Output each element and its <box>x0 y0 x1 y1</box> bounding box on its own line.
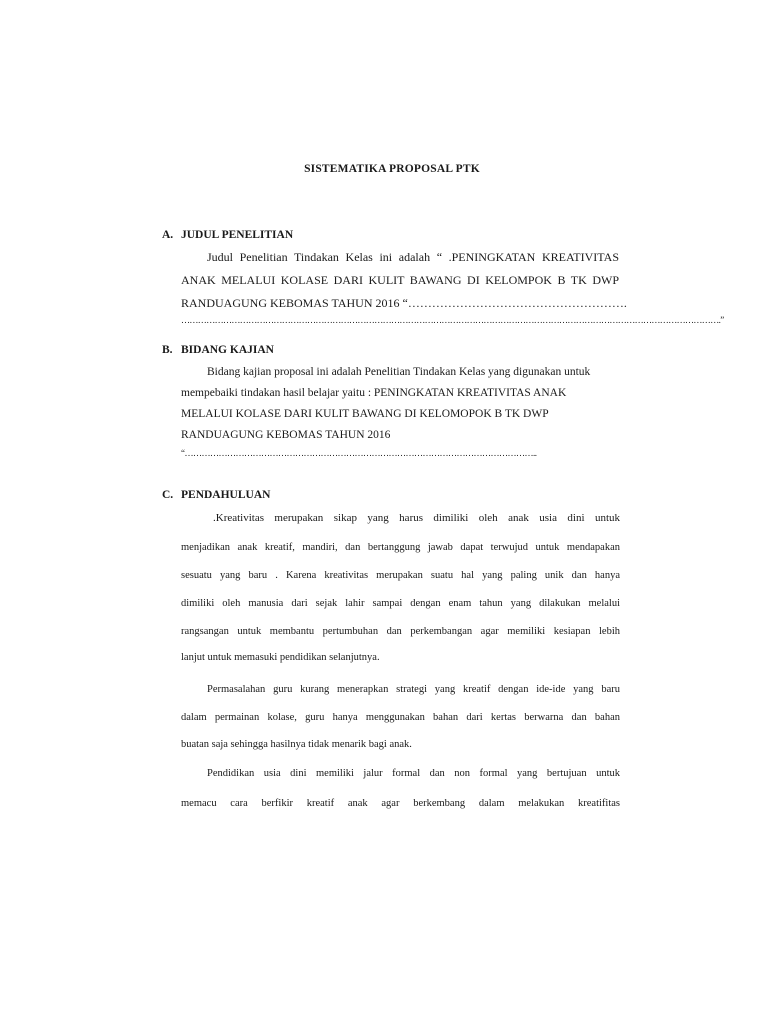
section-b-heading <box>162 344 274 356</box>
section-c-line-6: lanjut untuk memasuki pendidikan selanjutnya. <box>181 652 380 663</box>
section-c-line-11: memacu cara berfikir kreatif anak agar berkembang dalam melakukan kreatifitas <box>181 798 620 809</box>
section-c-line-3: sesuatu yang baru . Karena kreativitas merupakan suatu hal yang paling unik dan hanya <box>181 570 620 581</box>
section-a-line-1: Judul Penelitian Tindakan Kelas ini adalah “ .PENINGKATAN KREATIVITAS <box>207 250 619 264</box>
section-letter: B. <box>162 344 173 356</box>
section-b-line-4: RANDUAGUNG KEBOMAS TAHUN 2016 <box>181 429 391 441</box>
section-c-heading <box>162 489 270 501</box>
section-c-line-1: .Kreativitas merupakan sikap yang harus dimiliki oleh anak usia dini untuk <box>213 512 620 524</box>
section-c-line-4: dimiliki oleh manusia dari sejak lahir sampai dengan enam tahun yang dilakukan melalui <box>181 598 620 609</box>
section-c-line-9: buatan saja sehingga hasilnya tidak menarik bagi anak. <box>181 739 412 750</box>
section-b-line-2: mempebaiki tindakan hasil belajar yaitu : PENINGKATAN KREATIVITAS ANAK <box>181 387 567 399</box>
section-b-line-3: MELALUI KOLASE DARI KULIT BAWANG DI KELOMOPOK B TK DWP <box>181 408 549 420</box>
section-c-line-8: dalam permainan kolase, guru hanya menggunakan bahan dari kertas berwarna dan bahan <box>181 712 620 723</box>
section-a-line-4: ………………………………………………………………………………………………………………………………………………………………………….” <box>181 315 724 325</box>
section-c-line-2: menjadikan anak kreatif, mandiri, dan bertanggung jawab dapat terwujud untuk mendapakan <box>181 542 620 553</box>
section-b-line-5: “…………………………………………………………………………………………………………….. <box>181 448 537 458</box>
section-title: PENDAHULUAN <box>181 489 271 501</box>
section-c-line-5: rangsangan untuk membantu pertumbuhan dan perkembangan agar memiliki kesiapan lebih <box>181 626 620 637</box>
section-c-line-10: Pendidikan usia dini memiliki jalur formal dan non formal yang bertujuan untuk <box>207 768 620 779</box>
section-title: JUDUL PENELITIAN <box>181 229 294 241</box>
section-a-line-3: RANDUAGUNG KEBOMAS TAHUN 2016 “………………………………………………. <box>181 296 627 310</box>
section-a-heading <box>162 229 293 241</box>
section-c-line-7: Permasalahan guru kurang menerapkan strategi yang kreatif dengan ide-ide yang baru <box>207 684 620 695</box>
section-letter: A. <box>162 229 174 241</box>
section-letter: C. <box>162 489 174 501</box>
page-title: SISTEMATIKA PROPOSAL PTK <box>304 163 480 175</box>
section-a-line-2: ANAK MELALUI KOLASE DARI KULIT BAWANG DI KELOMPOK B TK DWP <box>181 273 619 287</box>
section-title: BIDANG KAJIAN <box>181 344 274 356</box>
section-b-line-1: Bidang kajian proposal ini adalah Penelitian Tindakan Kelas yang digunakan untuk <box>207 366 591 378</box>
